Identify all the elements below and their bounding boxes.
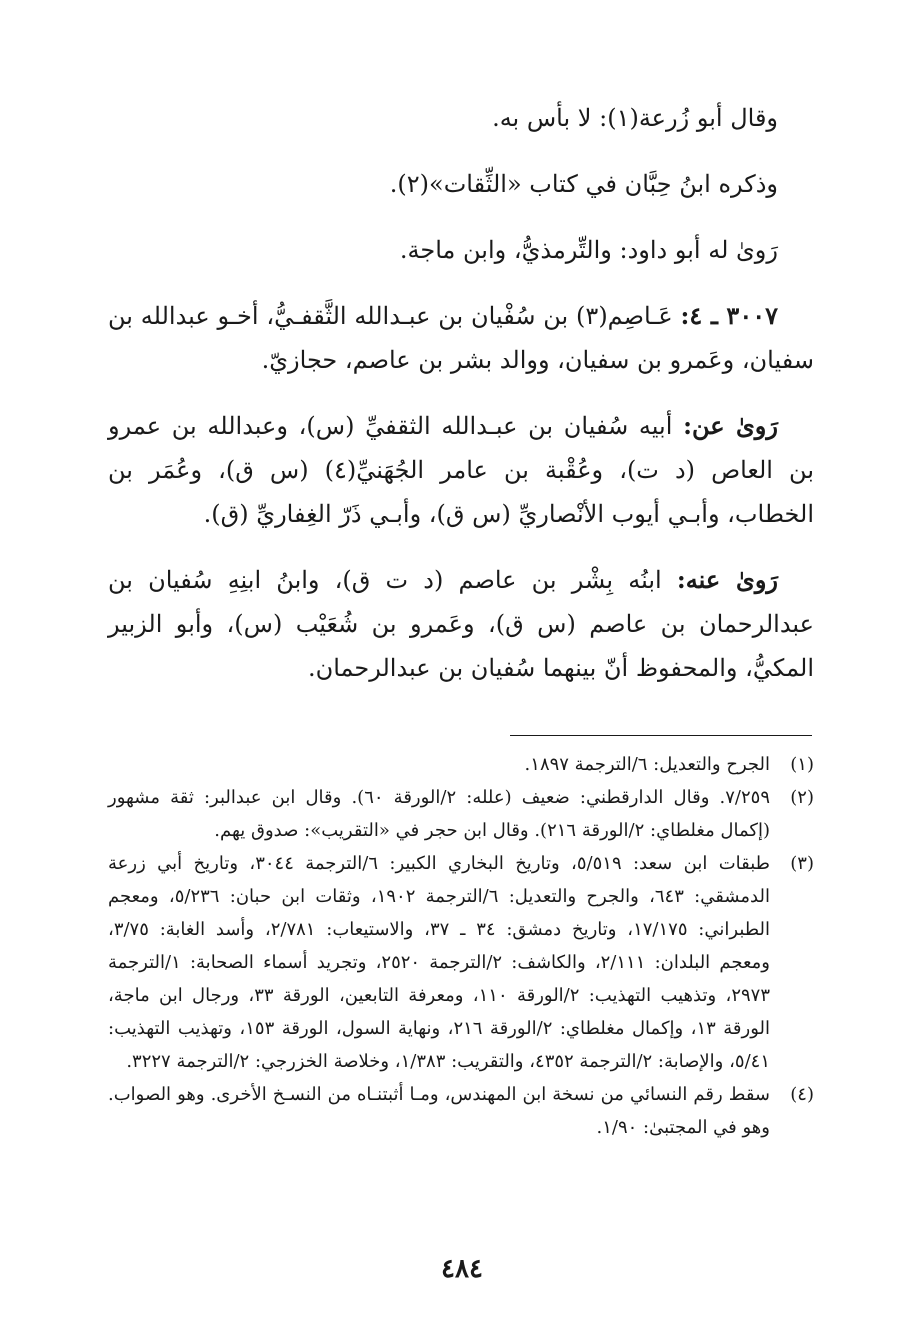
footnote-text: طبقات ابن سعد: ٥/٥١٩، وتاريخ البخاري الكبير: ٦/الترجمة ٣٠٤٤، وتاريخ أبي زرعة الدمشقي: ٦٤٣، والجرح والتعديل: ٦/الترجمة ١٩٠٢، وثقات ابن حبان: ٥/٢٣٦، ومعجم الطبراني: ١٧/١٧٥، وتاريخ دمشق: ٣٤ ـ ٣٧، والاستيعاب: ٢/٧٨١، وأسد الغابة: ٣/٧٥، ومعجم البلدان: ٢/١١١، والكاشف: ٢/الترجمة ٢٥٢٠، وتجريد أسماء الصحابة: ١/الترجمة ٢٩٧٣، وتذهيب التهذيب: ٢/الورقة ١١٠، ومعرفة التابعين، الورقة ٣٣، ورجال ابن ماجة، الورقة ١٣، وإكمال مغلطاي: ٢/الورقة ٢١٦، ونهاية السول، الورقة ١٥٣، وتهذيب التهذيب: ٥/٤١، والإصابة: ٢/الترجمة ٤٣٥٢، والتقريب: ١/٣٨٣، وخلاصة الخزرجي: ٢/الترجمة ٣٢٢٧. (108, 853, 771, 1072)
footnote-divider (510, 735, 812, 736)
footnote-number: (٢) (790, 787, 814, 808)
footnote (108, 847, 814, 1078)
page-number: ٤٨٤ (441, 1254, 483, 1284)
rawa-anhu-text: ابنُه بِشْر بن عاصم (د ت ق)، وابنُ ابنِهِ سُفيان بن عبدالرحمان بن عاصم (س ق)، وعَمرو بن شُعَيْب (س)، وأبو الزبير المكيُّ، والمحفوظ أنّ بينهما سُفيان بن عبدالرحمان. (108, 566, 814, 682)
paragraph-abu-zura: وقال أبو زُرعة(١): لا بأس به. (492, 104, 778, 132)
rawa-anhu-label: رَوىٰ عنه: (676, 565, 778, 594)
footnote (108, 781, 814, 847)
footnote-number: (٤) (790, 1084, 814, 1105)
footnotes (108, 748, 814, 1144)
footnote-text: سقط رقم النسائي من نسخة ابن المهندس، ومـا أثبتنـاه من النسـخ الأخرى. وهو الصواب. وهو في المجتبىٰ: ١/٩٠. (108, 1084, 770, 1138)
rawa-an-text: أبيه سُفيان بن عبـدالله الثقفيِّ (س)، وعبدالله بن عمرو بن العاص (د ت)، وعُقْبة بن عامر الجُهَنيِّ(٤) (س ق)، وعُمَر بن الخطاب، وأبـي أيوب الأنْصاريِّ (س ق)، وأبـي ذَرّ الغِفاريِّ (ق). (108, 412, 815, 528)
footnote-number: (١) (790, 754, 814, 775)
footnote-text: ٧/٢٥٩. وقال الدارقطني: ضعيف (علله: ٢/الورقة ٦٠). وقال ابن عبدالبر: ثقة مشهور (إكمال مغلطاي: ٢/الورقة ٢١٦). وقال ابن حجر في «التقريب»: صدوق يهم. (108, 787, 770, 841)
paragraph-rawa-an (108, 404, 814, 536)
footnote (108, 1078, 814, 1144)
entry-name: عَـاصِم(٣) بن سُفْيان بن عبـدالله الثَّقفـيُّ، أخـو عبدالله بن سفيان، وعَمرو بن سفيان، ووالد بشر بن عاصم، حجازيّ. (108, 302, 814, 374)
footnote-number: (٣) (790, 853, 814, 874)
entry-heading-paragraph (108, 294, 814, 382)
footnote (108, 748, 814, 781)
paragraph-rawa-anhu (108, 558, 814, 690)
main-text (108, 96, 814, 712)
paragraph-ibn-hibban: وذكره ابنُ حِبَّان في كتاب «الثِّقات»(٢). (389, 170, 778, 198)
footnote-text: الجرح والتعديل: ٦/الترجمة ١٨٩٧. (524, 754, 770, 775)
entry-number: ٣٠٠٧ ـ ٤: (680, 301, 778, 330)
rawa-an-label: رَوىٰ عن: (683, 411, 778, 440)
paragraph-rawa-lahu: رَوىٰ له أبو داود: والتِّرمذيُّ، وابن ماجة. (399, 236, 778, 264)
